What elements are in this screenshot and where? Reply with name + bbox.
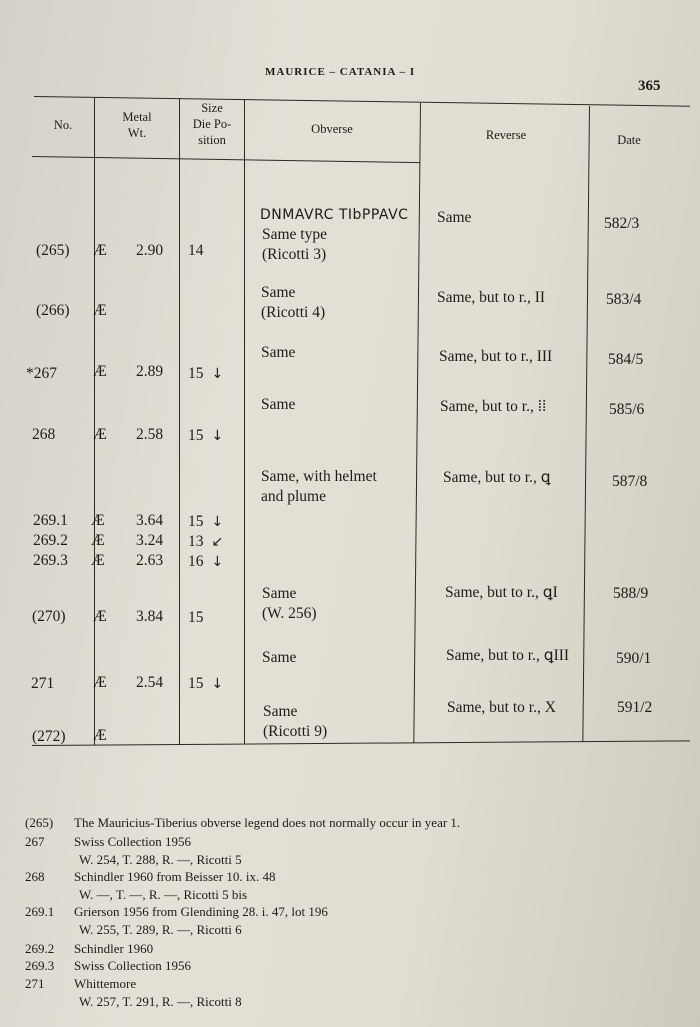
row-weight: 2.63 bbox=[136, 552, 164, 569]
date-entry: 583/4 bbox=[606, 291, 642, 308]
col-sep-3 bbox=[244, 99, 245, 744]
col-sep-5 bbox=[582, 106, 590, 742]
table-top-rule bbox=[34, 96, 690, 107]
reverse-entry: Same, but to r., ꝗIII bbox=[446, 647, 570, 664]
footnote: (265) The Mauricius-Tiberius obverse legend does not normally occur in year 1. bbox=[25, 815, 461, 830]
row-die: 13 ↙ bbox=[188, 533, 224, 550]
row-die: 15 bbox=[188, 609, 204, 626]
row-die: 15 ↓ bbox=[188, 365, 224, 382]
row-weight: 2.90 bbox=[136, 242, 164, 259]
reverse-entry: Same, but to r., ⁞⁞ bbox=[440, 398, 547, 415]
col-sep-1 bbox=[94, 97, 95, 745]
date-entry: 588/9 bbox=[613, 585, 649, 602]
row-die: 15 ↓ bbox=[188, 427, 224, 444]
row-no: 269.3 bbox=[33, 552, 68, 569]
row-weight: 3.84 bbox=[136, 608, 164, 625]
row-no: 269.1 bbox=[33, 512, 68, 529]
footnote: W. 257, T. 291, R. —, Ricotti 8 bbox=[79, 994, 242, 1009]
page-number: 365 bbox=[638, 78, 661, 94]
footnote: W. —, T. —, R. —, Ricotti 5 bis bbox=[79, 887, 248, 902]
reverse-entry: Same, but to r., II bbox=[437, 289, 546, 306]
obverse-entry: Same (W. 256) bbox=[262, 585, 317, 622]
col-sep-2 bbox=[179, 98, 180, 745]
row-die: 15 ↓ bbox=[188, 513, 224, 530]
row-no: (270) bbox=[32, 608, 66, 625]
footnote: 269.3 Swiss Collection 1956 bbox=[25, 958, 192, 973]
footnote: 267 Swiss Collection 1956 bbox=[25, 834, 192, 849]
row-metal: Æ bbox=[91, 512, 105, 529]
footnote: 269.2 Schindler 1960 bbox=[25, 941, 154, 956]
row-no: 268 bbox=[32, 426, 56, 443]
date-entry: 590/1 bbox=[616, 650, 652, 667]
obverse-entry: Same type (Ricotti 3) bbox=[262, 226, 327, 263]
row-die: 15 ↓ bbox=[188, 675, 224, 692]
obverse-entry: Same (Ricotti 4) bbox=[261, 284, 326, 321]
header-reverse: Reverse bbox=[485, 128, 527, 142]
obverse-entry: Same bbox=[261, 396, 296, 413]
footnote: 268 Schindler 1960 from Beisser 10. ix. 48 bbox=[25, 869, 276, 884]
row-weight: 2.89 bbox=[136, 363, 164, 380]
obverse-entry: Same bbox=[261, 344, 296, 361]
row-no: (266) bbox=[36, 302, 70, 319]
row-no: (265) bbox=[36, 242, 70, 259]
header-bottom-rule bbox=[32, 156, 420, 163]
running-head: MAURICE – CATANIA – I bbox=[265, 66, 416, 78]
date-entry: 587/8 bbox=[612, 473, 648, 490]
reverse-entry: Same, but to r., III bbox=[439, 348, 553, 365]
reverse-entry: Same, but to r., ꝗ bbox=[443, 469, 551, 486]
reverse-entry: Same, but to r., ꝗI bbox=[445, 584, 558, 601]
date-entry: 584/5 bbox=[608, 351, 644, 368]
date-entry: 585/6 bbox=[609, 401, 645, 418]
footnote: W. 254, T. 288, R. —, Ricotti 5 bbox=[79, 852, 242, 867]
date-entry: 582/3 bbox=[604, 215, 640, 232]
date-entry: 591/2 bbox=[617, 699, 653, 716]
row-die: 14 bbox=[188, 242, 204, 259]
row-metal: Æ bbox=[93, 608, 107, 625]
obverse-entry: Same, with helmet and plume bbox=[261, 468, 377, 505]
row-metal: Æ bbox=[93, 302, 107, 319]
row-weight: 2.54 bbox=[136, 674, 164, 691]
row-metal: Æ bbox=[91, 552, 105, 569]
row-no: *267 bbox=[26, 365, 57, 382]
col-sep-4 bbox=[413, 103, 421, 743]
header-obverse: Obverse bbox=[311, 122, 353, 136]
obverse-entry: Same (Ricotti 9) bbox=[263, 703, 328, 740]
row-metal: Æ bbox=[93, 242, 107, 259]
row-weight: 3.64 bbox=[136, 512, 164, 529]
obverse-entry: Same bbox=[262, 649, 297, 666]
row-metal: Æ bbox=[93, 426, 107, 443]
row-no: (272) bbox=[32, 728, 66, 745]
footnote: W. 255, T. 289, R. —, Ricotti 6 bbox=[79, 922, 242, 937]
obverse-legend: DNMAVRC TIbPPAVC bbox=[260, 207, 409, 223]
header-metal-wt: Metal Wt. bbox=[122, 110, 152, 140]
row-weight: 3.24 bbox=[136, 532, 164, 549]
table-bottom-rule bbox=[32, 740, 690, 746]
reverse-entry: Same, but to r., X bbox=[447, 699, 556, 716]
row-metal: Æ bbox=[93, 674, 107, 691]
footnote: 269.1 Grierson 1956 from Glendining 28. i. 47, lot 196 bbox=[25, 904, 328, 919]
header-no: No. bbox=[53, 118, 73, 132]
row-no: 271 bbox=[31, 675, 55, 692]
row-metal: Æ bbox=[93, 363, 107, 380]
row-metal: Æ bbox=[93, 727, 107, 744]
reverse-entry: Same bbox=[437, 209, 472, 226]
row-metal: Æ bbox=[91, 532, 105, 549]
row-die: 16 ↓ bbox=[188, 553, 224, 570]
header-size-die: Size Die Po- sition bbox=[192, 101, 232, 147]
row-weight: 2.58 bbox=[136, 426, 164, 443]
footnote: 271 Whittemore bbox=[25, 976, 137, 991]
row-no: 269.2 bbox=[33, 532, 68, 549]
header-date: Date bbox=[617, 133, 641, 147]
